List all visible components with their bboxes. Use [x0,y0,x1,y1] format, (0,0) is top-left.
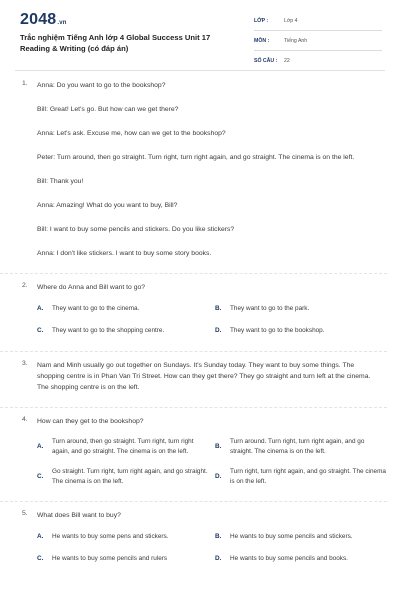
question-text: How can they get to the bookshop? [37,418,144,425]
question-number: 1. [22,80,28,87]
page-header [0,0,400,66]
question-divider [0,501,387,502]
option-d[interactable]: D. Turn right, turn right again, and go straight. The cinema is on the left. [215,468,386,485]
dialogue-line: Peter: Turn around, then go straight. Turn right, turn right again, and go straight. The cinema is on the left. [37,154,355,161]
dialogue-line: Anna: Amazing! What do you want to buy, Bill? [37,202,178,209]
dialogue-line: Bill: I want to buy some pencils and stickers. Do you like stickers? [37,226,235,233]
meta-row-grade [254,13,382,31]
document-title: Trắc nghiệm Tiếng Anh lớp 4 Global Success Unit 17 Reading & Writing (có đáp án) [20,33,211,53]
question-number: 4. [22,416,28,423]
question-1 [22,80,380,259]
option-a[interactable]: A. Turn around, then go straight. Turn right, turn right again, and go straight. The cinema is on the left. [37,438,194,455]
meta-value: Tiếng Anh [284,38,308,44]
options [37,531,380,565]
option-c[interactable]: C. Go straight. Turn right, turn right again, and go straight. The cinema is on the left. [37,468,208,485]
question-text: What does Bill want to buy? [37,512,121,519]
option-b[interactable]: B. Turn around. Turn right, turn right again, and go straight. The cinema is on the left. [215,438,365,455]
meta-label: SỐ CÂU : [254,58,278,64]
header-divider [15,70,385,71]
option-a[interactable]: A. He wants to buy some pens and stickers. [37,533,169,540]
option-d[interactable]: D. He wants to buy some pencils and books. [215,555,348,562]
question-5 [22,510,380,565]
question-divider [0,351,387,352]
question-number: 5. [22,510,28,517]
meta-label: LỚP : [254,18,269,24]
meta-value: 22 [284,58,290,64]
dialogue-line: Bill: Thank you! [37,178,84,185]
question-number: 2. [22,282,28,289]
question-4 [22,416,386,487]
dialogue-line: Bill: Great! Let's go. But how can we get there? [37,106,179,113]
option-d[interactable]: D. They want to go to the bookshop. [215,327,325,334]
option-c[interactable]: C. He wants to buy some pencils and rulers [37,555,168,562]
question-divider [0,407,387,408]
question-text: Where do Anna and Bill want to go? [37,284,146,291]
question-number: 3. [22,360,28,367]
question-2 [22,282,380,337]
option-b[interactable]: B. They want to go to the park. [215,305,310,312]
question-divider [0,273,387,274]
dialogue-line: Anna: Let's ask. Excuse me, how can we get to the bookshop? [37,130,226,137]
question-list [22,80,386,569]
option-c[interactable]: C. They want to go to the shopping centre. [37,327,165,334]
meta-table [254,13,382,73]
dialogue-line: Anna: Do you want to go to the bookshop? [37,82,166,89]
passage-text: Nam and Minh usually go out together on Sundays. It's Sunday today. They want to buy some things. The shopping centre is in Phan Van Tri Street. How can they get there? They go straight and turn left at the cinema. The shopping centre is on the left. [37,362,371,391]
dialogue-line: Anna: I don't like stickers. I want to buy some story books. [37,250,212,257]
meta-value: Lớp 4 [284,18,298,24]
options [37,437,386,487]
options [37,303,380,337]
meta-label: MÔN : [254,38,270,44]
option-a[interactable]: A. They want to go to the cinema. [37,305,140,312]
meta-row-count [254,53,382,71]
meta-row-subject [254,33,382,51]
site-logo[interactable]: 2048.vn [20,11,67,28]
question-3 [22,360,380,393]
option-b[interactable]: B. He wants to buy some pencils and stickers. [215,533,353,540]
